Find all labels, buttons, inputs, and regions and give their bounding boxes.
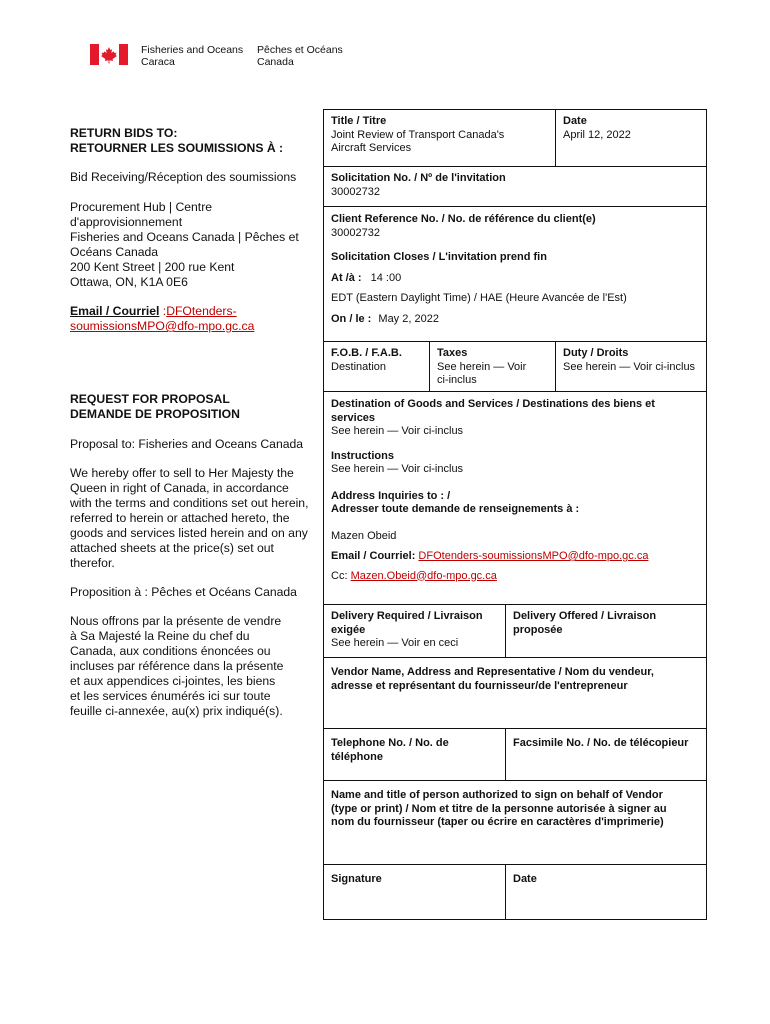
signature-date-label: Date [513, 873, 537, 885]
date-value: April 12, 2022 [563, 128, 631, 141]
client-ref-value: 30002732 [331, 226, 380, 239]
cc-label: Cc: [331, 569, 348, 582]
proposal-to-text: Proposal to: Fisheries and Oceans Canada [70, 437, 304, 451]
inquiries-label: Address Inquiries to : / Adresser toute demande de renseignements à : [331, 489, 580, 515]
taxes-label: Taxes [437, 347, 468, 359]
duty-value: See herein — Voir ci-inclus [563, 360, 696, 373]
closes-label: Solicitation Closes / L'invitation prend fin [331, 251, 547, 263]
on-value: May 2, 2022 [378, 312, 439, 325]
client-ref-cell [324, 207, 706, 245]
solicitation-row [324, 167, 706, 207]
taxes-value: See herein — Voir ci-inclus [437, 360, 527, 386]
instructions-label: Instructions [331, 449, 394, 462]
delivery-required-value: See herein — Voir en ceci [331, 637, 459, 649]
closes-cell [324, 245, 706, 331]
title-cell [324, 110, 556, 166]
signature-label: Signature [331, 873, 382, 885]
contact-email-link[interactable]: DFOtenders-soumissionsMPO@dfo-mpo.gc.ca [418, 550, 649, 562]
telephone-fax-row [324, 729, 706, 781]
timezone-text: EDT (Eastern Daylight Time) / HAE (Heure Avancée de l'Est) [331, 292, 627, 304]
duty-cell [556, 342, 706, 391]
client-ref-label: Client Reference No. / No. de référence du client(e) [331, 213, 596, 225]
destination-inquiries-block [324, 392, 706, 605]
at-label: At /à : [331, 271, 362, 284]
instructions-value: See herein — Voir ci-inclus [331, 463, 464, 475]
solicitation-label: Solicitation No. / Nº de l'invitation [331, 172, 506, 184]
return-bids-heading: RETURN BIDS TO: RETOURNER LES SOUMISSIONS À : [70, 126, 284, 155]
signature-cell[interactable] [324, 865, 506, 919]
rfp-heading: REQUEST FOR PROPOSAL DEMANDE DE PROPOSITION [70, 392, 240, 421]
instructions-cell [324, 444, 706, 482]
department-name-fr: Pêches et Océans Canada [257, 44, 343, 68]
closes-date-line [331, 313, 699, 327]
delivery-required-cell [324, 605, 506, 657]
duty-label: Duty / Droits [563, 347, 629, 359]
date-cell [556, 110, 706, 166]
contact-email-line [331, 550, 699, 564]
offer-text-en: We hereby offer to sell to Her Majesty the Queen in right of Canada, in accordance with the terms and conditions set out herein, referred to herein or attached hereto, the goods and services listed herein and on any attached sheets at the price(s) set out therefor. [70, 466, 309, 570]
procurement-address: Procurement Hub | Centre d'approvisionnement Fisheries and Oceans Canada | Pêches et Océans Canada 200 Kent Street | 200 rue Kent Ottawa, ON, K1A 0E6 [70, 200, 299, 289]
bid-form-grid [323, 109, 707, 920]
delivery-required-label: Delivery Required / Livraison exigée [331, 610, 483, 636]
email-separator: : [159, 304, 167, 318]
delivery-offered-cell [506, 605, 706, 657]
cc-email-link[interactable]: Mazen.Obeid@dfo-mpo.gc.ca [350, 569, 497, 582]
fob-cell [324, 342, 430, 391]
telephone-cell[interactable] [324, 729, 506, 780]
vendor-label: Vendor Name, Address and Representative / Nom du vendeur, adresse et représentant du fournisseur/de l'entrepreneur [331, 666, 654, 692]
client-closes-block [324, 207, 706, 342]
return-email [70, 304, 320, 334]
title-label: Title / Titre [331, 115, 387, 127]
title-value: Joint Review of Transport Canada's Aircraft Services [331, 128, 505, 154]
vendor-row[interactable] [324, 658, 706, 729]
delivery-row [324, 605, 706, 658]
email-link-part2[interactable]: soumissionsMPO@dfo-mpo.gc.ca [70, 319, 255, 333]
bid-receiving-text: Bid Receiving/Réception des soumissions [70, 170, 297, 184]
closes-time-line [331, 272, 699, 286]
on-label: On / le : [331, 312, 372, 325]
department-name-en: Fisheries and Oceans Caraca [141, 44, 244, 68]
contact-email-label: Email / Courriel: [331, 550, 416, 562]
authorized-person-row[interactable] [324, 781, 706, 865]
at-value: 14 :00 [370, 271, 402, 284]
taxes-cell [430, 342, 556, 391]
facsimile-cell[interactable] [506, 729, 706, 780]
contact-name: Mazen Obeid [331, 529, 397, 542]
authorized-person-label: Name and title of person authorized to sign on behalf of Vendor (type or print) / Nom et titre de la personne autorisée à signer au nom du fournisseur (taper ou écrire en caractères d'imprimerie) [331, 789, 667, 828]
solicitation-value: 30002732 [331, 185, 380, 198]
signature-row [324, 865, 706, 919]
destination-label: Destination of Goods and Services / Destinations des biens et services [331, 398, 655, 424]
title-date-row [324, 110, 706, 167]
facsimile-label: Facsimile No. / No. de télécopieur [513, 737, 689, 749]
fob-label: F.O.B. / F.A.B. [331, 347, 402, 359]
offer-text-fr: Nous offrons par la présente de vendre à Sa Majesté la Reine du chef du Canada, aux conditions énoncées ou incluses par référence dans la présente et aux appendices ci-jointes, les biens et les services énumérés ici sur toute feuille ci-annexée, au(x) prix indiqué(s). [70, 614, 284, 718]
fob-value: Destination [331, 360, 387, 373]
date-label: Date [563, 115, 587, 127]
fob-taxes-duty-row [324, 342, 706, 392]
proposition-text: Proposition à : Pêches et Océans Canada [70, 585, 297, 599]
destination-cell [324, 392, 706, 444]
email-link-part1[interactable]: DFOtenders- [166, 304, 237, 318]
delivery-offered-label: Delivery Offered / Livraison proposée [513, 610, 657, 636]
signature-date-cell[interactable] [506, 865, 706, 919]
email-label: Email / Courriel [70, 304, 160, 318]
cc-line [331, 570, 699, 584]
inquiries-cell [324, 482, 706, 589]
telephone-label: Telephone No. / No. de téléphone [331, 737, 449, 763]
canada-flag-icon [90, 44, 128, 65]
destination-value: See herein — Voir ci-inclus [331, 425, 464, 437]
